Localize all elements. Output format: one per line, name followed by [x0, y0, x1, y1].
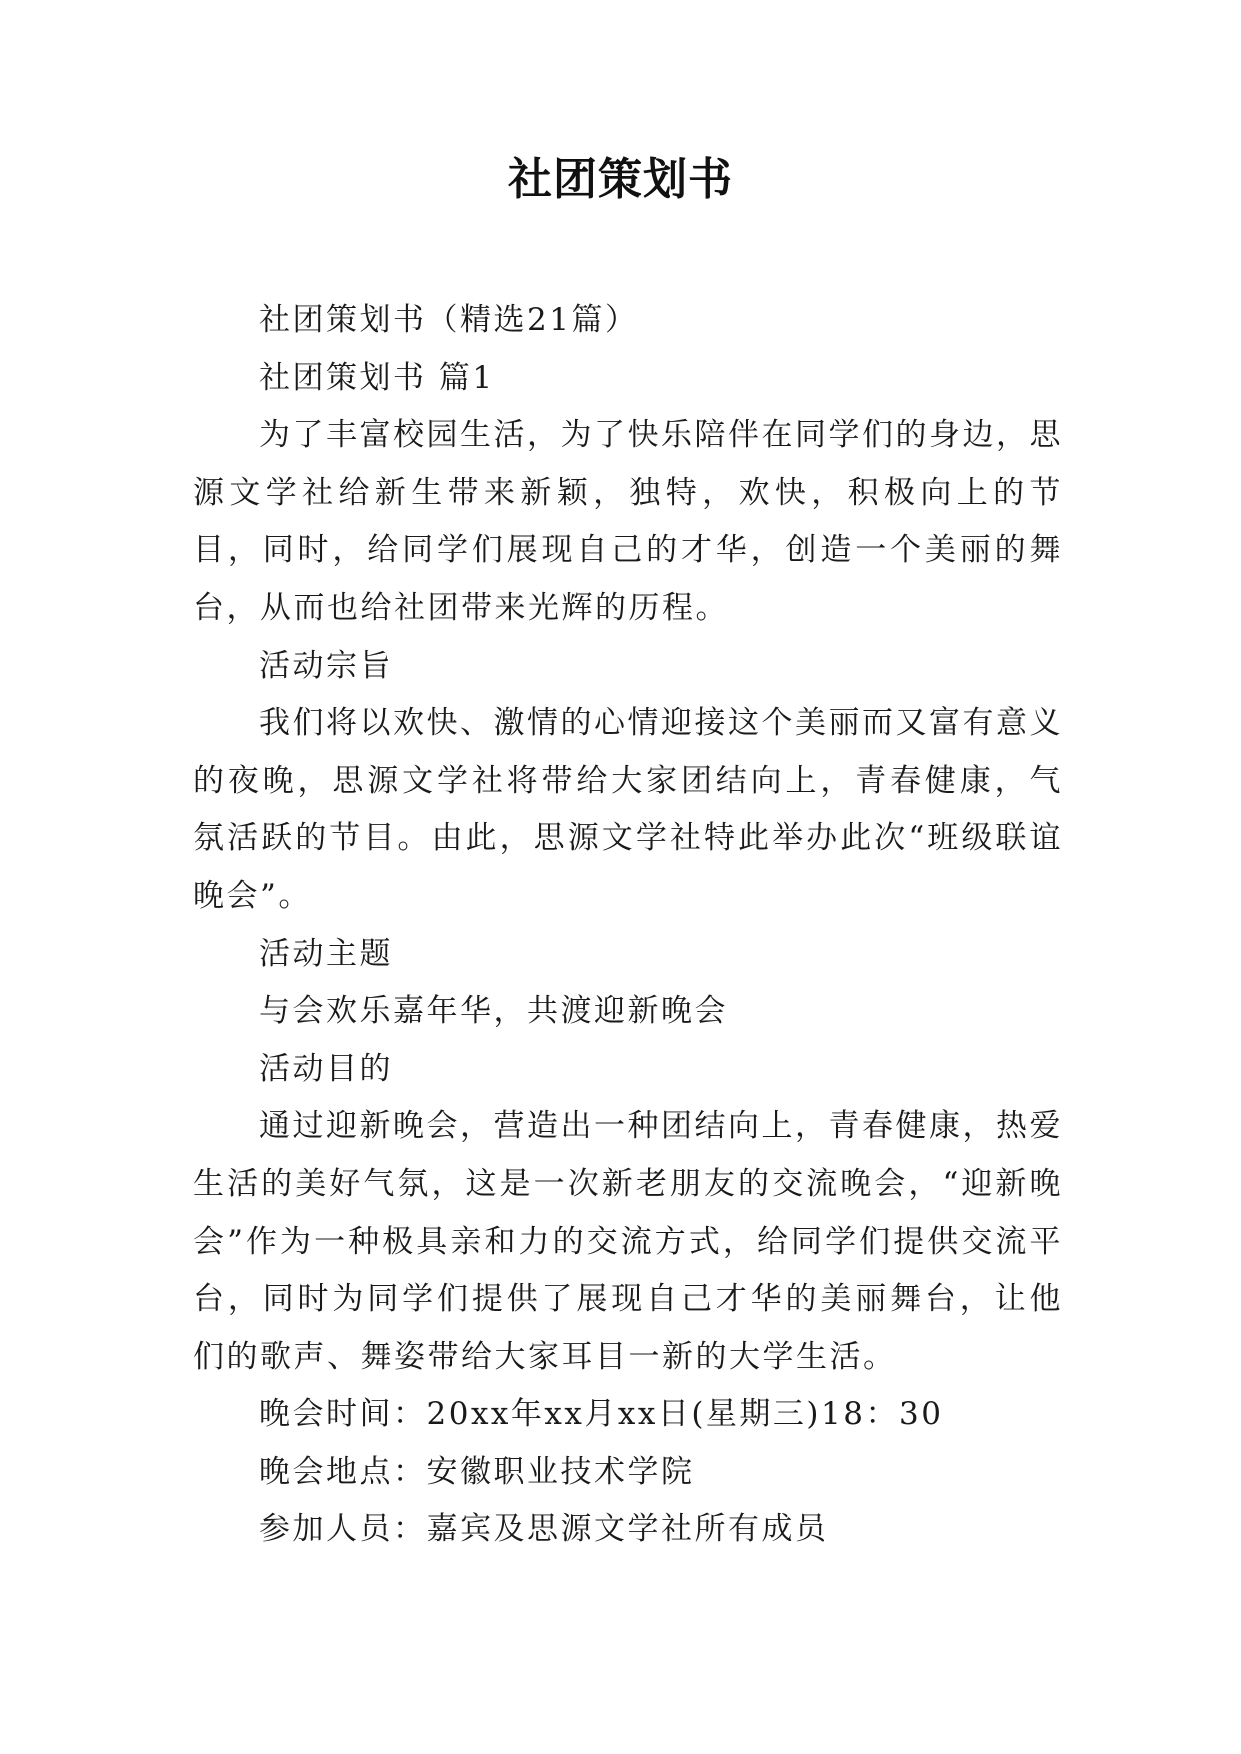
document-title: 社团策划书 [508, 154, 733, 205]
event-participants: 参加人员：嘉宾及思源文学社所有成员 [259, 1511, 829, 1548]
section-heading-part-1: 社团策划书 篇1 [259, 359, 495, 396]
heading-theme: 活动主题 [259, 935, 393, 972]
subtitle-paragraph: 社团策划书（精选21篇） [259, 302, 639, 338]
purpose-paragraph: 我们将以欢快、激情的心情迎接这个美丽而又富有意义的夜晚，思源文学社将带给大家团结向上，青春健康，气氛活跃的节目。由此，思源文学社特此举办此次“班级联谊晚会”。 [193, 705, 1063, 914]
heading-purpose: 活动宗旨 [259, 647, 393, 684]
theme-paragraph: 与会欢乐嘉年华，共渡迎新晚会 [259, 993, 728, 1030]
heading-goal: 活动目的 [259, 1050, 393, 1087]
goal-paragraph: 通过迎新晚会，营造出一种团结向上，青春健康，热爱生活的美好气氛，这是一次新老朋友的交流晚会，“迎新晚会”作为一种极具亲和力的交流方式，给同学们提供交流平台，同时为同学们提供了展现自己才华的美丽舞台，让他们的歌声、舞姿带给大家耳目一新的大学生活。 [193, 1108, 1063, 1375]
document-body [193, 292, 1063, 1559]
event-location: 晚会地点：安徽职业技术学院 [259, 1453, 695, 1490]
event-time: 晚会时间：20xx年xx月xx日(星期三)18：30 [259, 1396, 944, 1433]
intro-paragraph: 为了丰富校园生活，为了快乐陪伴在同学们的身边，思源文学社给新生带来新颖，独特，欢快，积极向上的节目，同时，给同学们展现自己的才华，创造一个美丽的舞台，从而也给社团带来光辉的历程。 [193, 417, 1063, 626]
